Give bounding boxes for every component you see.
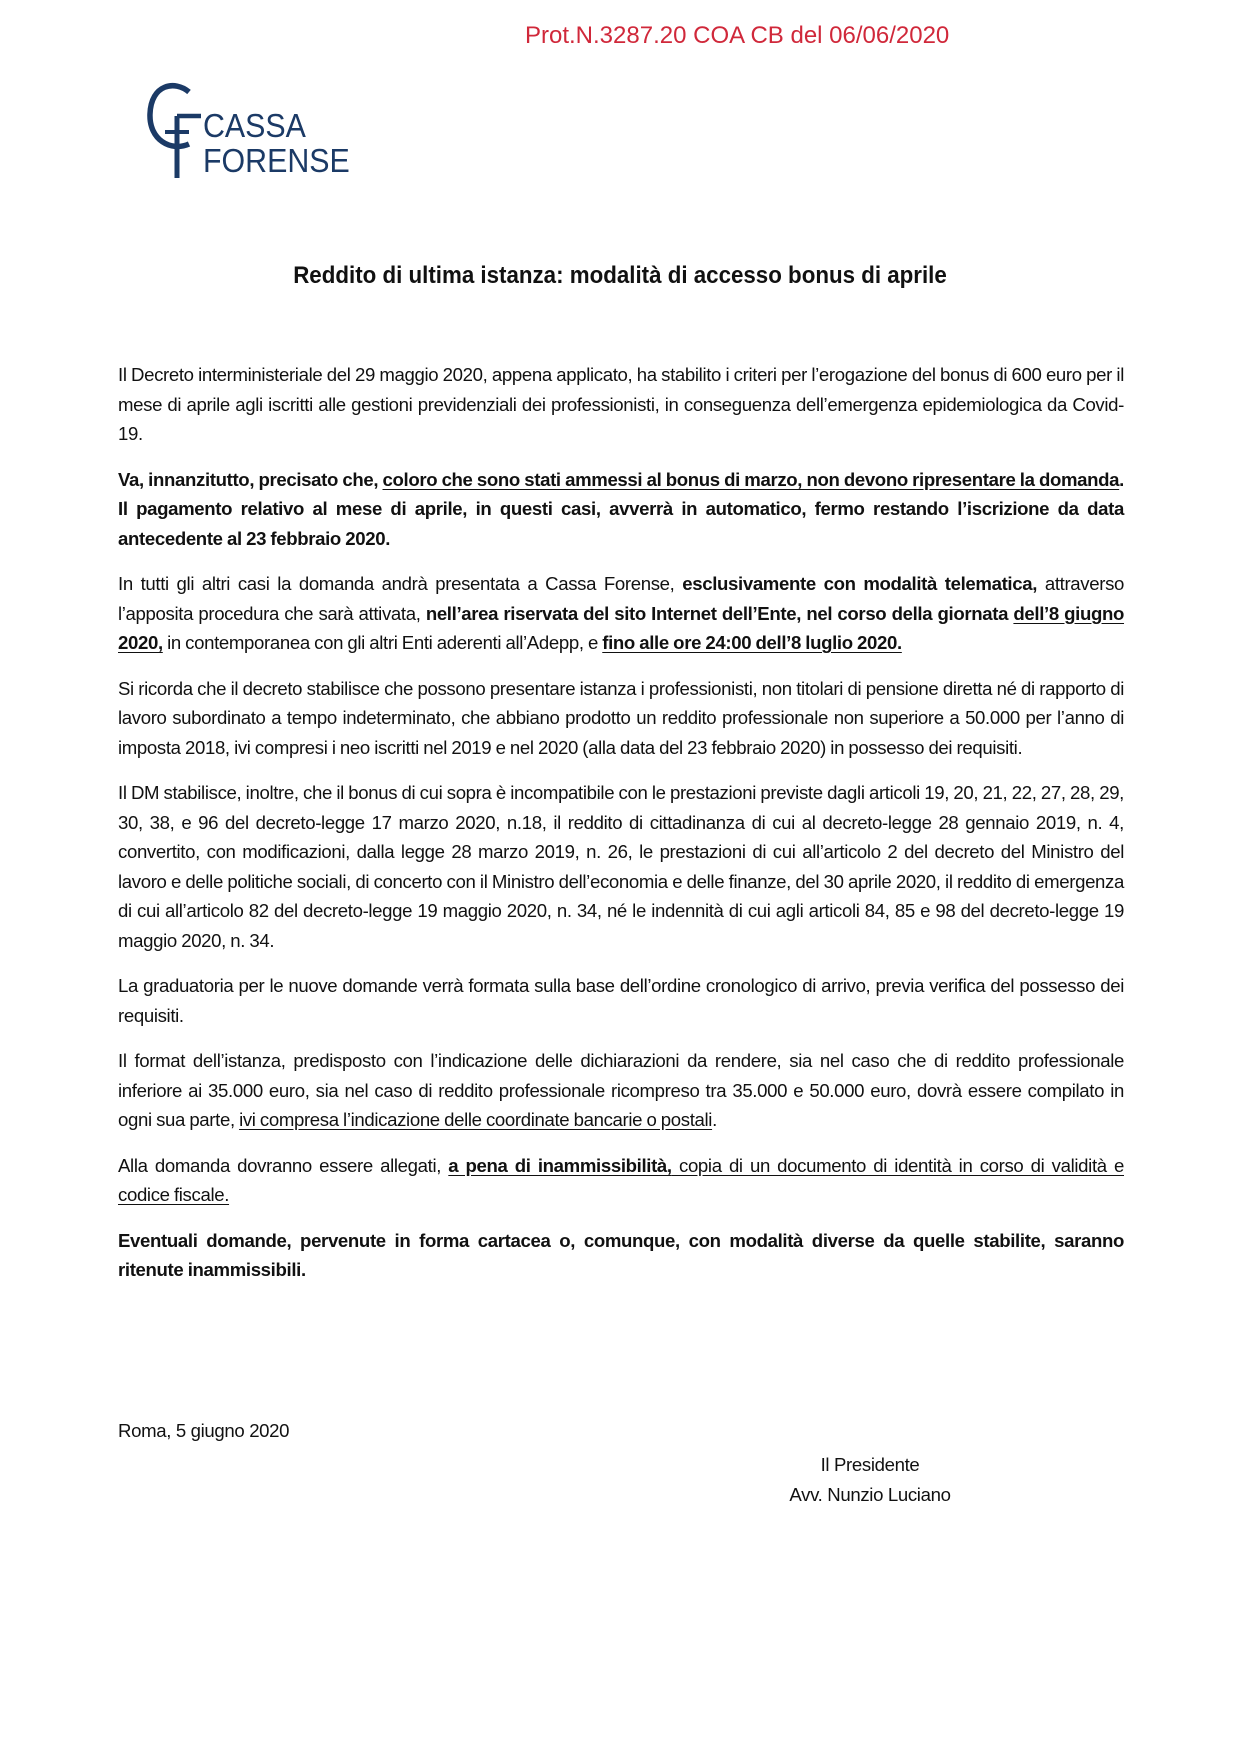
text-run: fino alle ore 24:00 dell’8 luglio 2020. <box>602 632 902 653</box>
document-body <box>118 360 1124 1301</box>
paragraph <box>118 1226 1124 1285</box>
text-run: esclusivamente con modalità telematica, <box>682 573 1038 594</box>
paragraph <box>118 674 1124 763</box>
text-run: ivi compresa l’indicazione delle coordinate bancarie o postali <box>239 1109 713 1130</box>
text-run: Il Decreto interministeriale del 29 maggio 2020, appena applicato, ha stabilito i criteri per l’erogazione del bonus di 600 euro per il mese di aprile agli iscritti alle gestioni previdenziali dei professionisti, in conseguenza dell’emergenza epidemiologica da Covid-19. <box>118 364 1124 444</box>
text-run: In tutti gli altri casi la domanda andrà presentata a Cassa Forense, <box>118 573 683 594</box>
text-run: Si ricorda che il decreto stabilisce che possono presentare istanza i professionisti, non titolari di pensione diretta né di rapporto di lavoro subordinato a tempo indeterminato, che abbiano prodotto un reddito professionale non superiore a 50.000 per l’anno di imposta 2018, ivi compresi i neo iscritti nel 2019 e nel 2020 (alla data del 23 febbraio 2020) in possesso dei requisiti. <box>118 677 1124 758</box>
text-run: attraverso l’apposita procedura che sarà attivata, <box>118 573 1125 624</box>
text-run: dell’8 giugno 2020, <box>118 602 1125 653</box>
text-run: Il format dell’istanza, predisposto con l’indicazione delle dichiarazioni da rendere, sia nel caso che di reddito professionale inferiore ai 35.000 euro, sia nel caso di reddito professionale ricompreso tra 35.000 e 50.000 euro, dovrà essere compilato in ogni sua parte, <box>118 1050 1124 1130</box>
paragraph <box>118 1151 1124 1210</box>
text-run: La graduatoria per le nuove domande verrà formata sulla base dell’ordine cronologico di arrivo, previa verifica del possesso dei requisiti. <box>118 975 1124 1026</box>
text-run: Alla domanda dovranno essere allegati, <box>118 1154 449 1176</box>
logo-line-cassa: CASSA <box>203 107 306 144</box>
text-run: Il DM stabilisce, inoltre, che il bonus di cui sopra è incompatibile con le prestazioni previste dagli articoli 19, 20, 21, 22, 27, 28, 29, 30, 38, e 96 del decreto-legge 17 marzo 2020, n.18, il reddito di cittadinanza di cui al decreto-legge 28 gennaio 2019, n. 4, convertito, con modificazioni, dalla legge 28 marzo 2019, n. 26, le prestazioni di cui all’articolo 2 del decreto del Ministro del lavoro e delle politiche sociali, di concerto con il Ministro dell’economia e delle finanze, del 30 aprile 2020, il reddito di emergenza di cui all’articolo 82 del decreto-legge 19 maggio 2020, n. 34, né le indennità di cui agli articoli 84, 85 e 98 del decreto-legge 19 maggio 2020, n. 34. <box>118 782 1124 951</box>
text-run: coloro che sono stati ammessi al bonus di marzo, non devono ripresentare la domanda <box>382 468 1120 490</box>
protocol-stamp: Prot.N.3287.20 COA CB del 06/06/2020 <box>525 22 950 49</box>
text-run: Eventuali domande, pervenute in forma cartacea o, comunque, con modalità diverse da quelle stabilite, saranno ritenute inammissibili. <box>118 1229 1124 1280</box>
paragraph <box>118 360 1124 449</box>
place-date: Roma, 5 giugno 2020 <box>118 1420 290 1441</box>
text-run: . Il pagamento relativo al mese di aprile, in questi casi, avverrà in automatico, fermo restando l’iscrizione da data antecedente al 23 febbraio 2020. <box>118 468 1124 549</box>
logo-line-forense: FORENSE <box>203 142 350 179</box>
text-run: Va, innanzitutto, precisato che, <box>118 468 383 490</box>
signature-role: Il Presidente <box>820 1454 920 1475</box>
paragraph <box>118 778 1124 955</box>
cassa-forense-logo <box>145 78 385 188</box>
signature-name: Avv. Nunzio Luciano <box>789 1484 951 1505</box>
paragraph <box>118 971 1124 1030</box>
document-title: Reddito di ultima istanza: modalità di accesso bonus di aprile <box>293 262 947 289</box>
cf-monogram-icon <box>145 78 205 188</box>
signature-block <box>740 1450 1000 1510</box>
text-run: nell’area riservata del sito Internet dell’Ente, nel corso della giornata <box>425 602 1014 624</box>
paragraph <box>118 1046 1124 1135</box>
text-run: in contemporanea con gli altri Enti aderenti all’Adepp, e <box>162 632 603 653</box>
paragraph <box>118 569 1124 658</box>
logo-wordmark <box>203 108 350 178</box>
paragraph <box>118 465 1124 554</box>
text-run: copia di un documento di identità in corso di validità e codice fiscale. <box>118 1154 1124 1205</box>
text-run: . <box>712 1109 717 1130</box>
text-run: a pena di inammissibilità, <box>448 1154 672 1176</box>
